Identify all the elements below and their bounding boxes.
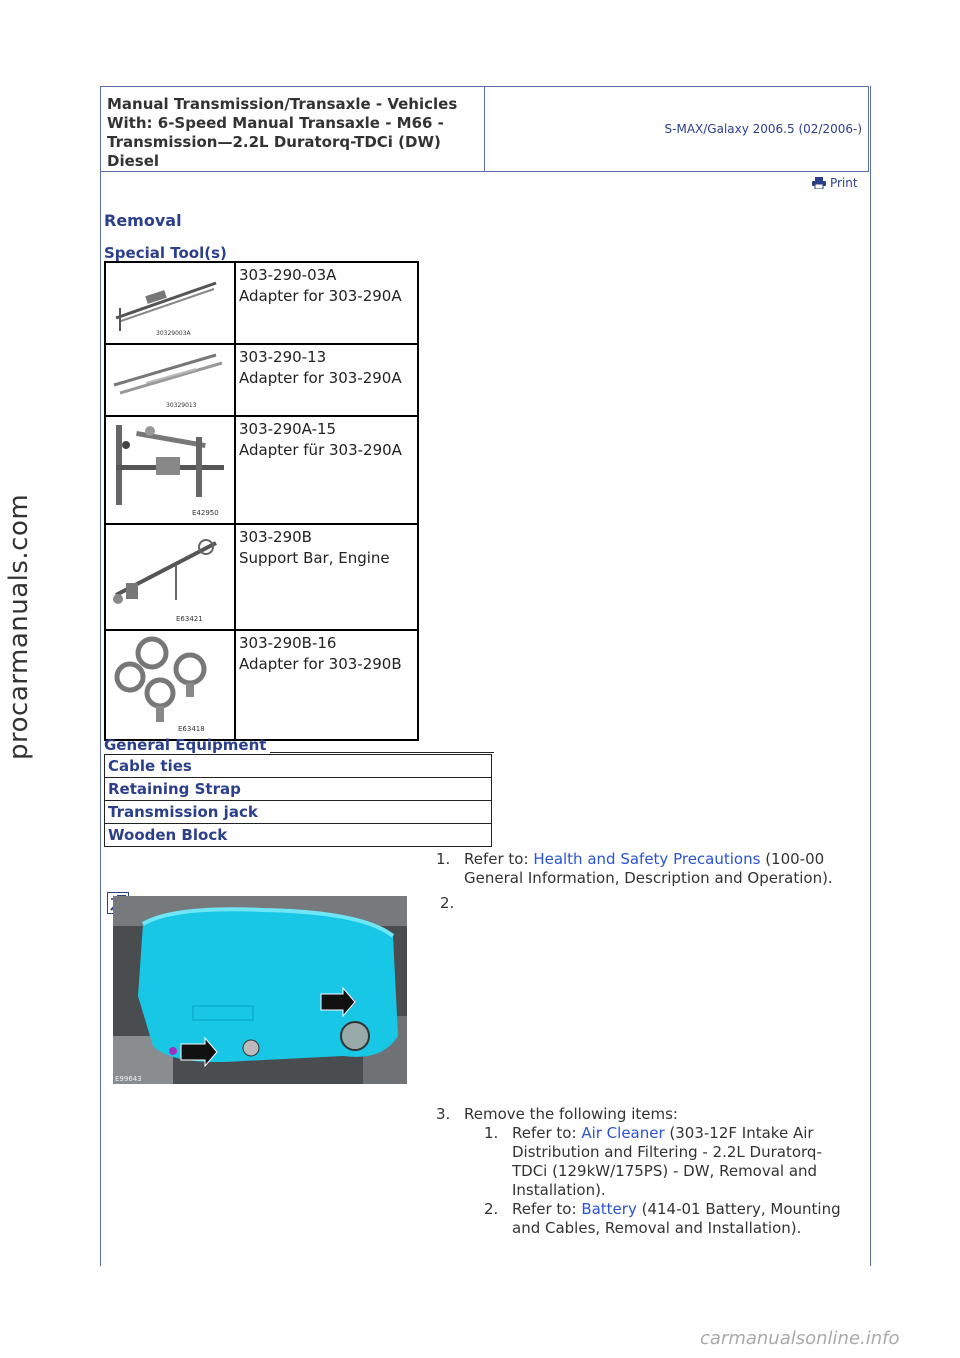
side-watermark: procarmanuals.com [4,493,34,760]
tool-name: Adapter for 303-290A [239,369,402,387]
adapter-bar-illustration [106,263,234,339]
tool-row [105,524,418,630]
table-row [105,778,492,801]
tool-image [105,416,235,524]
adapter-kit-illustration [106,417,234,519]
step-2-number: 2. [440,894,455,912]
tool-row [105,630,418,740]
table-row [105,801,492,824]
substep-2-line2: and Cables, Removal and Installation). [512,1219,802,1237]
health-safety-link[interactable]: Health and Safety Precautions [533,850,761,868]
step-text: Refer to: [512,1124,582,1142]
tool-image-code: E63418 [178,725,205,733]
special-tools-table [104,261,419,741]
step-text: Refer to: [512,1200,582,1218]
tool-name: Adapter für 303-290A [239,441,402,459]
substep-2-number: 2. [484,1200,499,1218]
table-row [105,755,492,778]
tool-image [105,262,235,344]
adapter-rods-illustration [106,345,234,411]
tool-image [105,524,235,630]
print-button[interactable] [812,176,858,190]
engine-support-bar-illustration [106,525,234,625]
divider [270,752,494,753]
tool-row [105,262,418,344]
document-title: Manual Transmission/Transaxle - Vehicles With: 6-Speed Manual Transaxle - M66 - Transmission—2.2L Duratorq-TDCi (DW) Diesel [101,87,485,171]
tool-number: 303-290-13 [239,348,327,366]
special-tools-heading: Special Tool(s) [104,244,227,262]
tool-number: 303-290B [239,528,312,546]
engine-cover-illustration [113,896,407,1084]
tool-row [105,344,418,416]
engine-cover-photo [113,896,407,1084]
step-1-text [464,850,824,869]
removal-heading: Removal [104,211,182,230]
tool-number: 303-290-03A [239,266,337,284]
printer-icon [812,177,826,189]
substep-1-line4: Installation). [512,1181,606,1199]
tool-number: 303-290A-15 [239,420,337,438]
tool-image-code: 30329003A [156,330,191,337]
footer-watermark: carmanualsonline.info [700,1328,900,1349]
photo-image-code: E99643 [115,1075,142,1083]
substep-1-line2: Distribution and Filtering - 2.2L Duratorq- [512,1143,822,1161]
substep-1-number: 1. [484,1124,499,1142]
step-text: (303-12F Intake Air [664,1124,814,1142]
step-text: (414-01 Battery, Mounting [636,1200,841,1218]
step-text: (100-00 [760,850,825,868]
general-equipment-table [104,754,492,847]
step-1-line2: General Information, Description and Operation). [464,869,833,887]
tool-image-code: E42950 [192,509,219,517]
tool-name: Adapter for 303-290B [239,655,402,673]
lifting-eye-illustration [106,631,234,735]
tool-number: 303-290B-16 [239,634,337,652]
step-3-number: 3. [436,1105,451,1123]
tool-image-code: 30329013 [166,402,197,409]
equipment-item: Wooden Block [105,824,492,847]
tool-name: Adapter for 303-290A [239,287,402,305]
document-header [100,86,869,172]
equipment-item: Transmission jack [105,801,492,824]
tool-name: Support Bar, Engine [239,549,390,567]
tool-image [105,344,235,416]
tool-image-code: E63421 [176,615,203,623]
step-1-number: 1. [436,850,451,868]
tool-image [105,630,235,740]
step-3-text: Remove the following items: [464,1105,678,1123]
equipment-item: Cable ties [105,755,492,778]
general-equipment-heading: General Equipment [104,736,267,754]
substep-1-text [512,1124,814,1143]
tool-row [105,416,418,524]
equipment-item: Retaining Strap [105,778,492,801]
table-row [105,824,492,847]
substep-2-text [512,1200,841,1219]
step-text: Refer to: [464,850,534,868]
battery-link[interactable]: Battery [581,1200,637,1218]
substep-1-line3: TDCi (129kW/175PS) - DW, Removal and [512,1162,818,1180]
vehicle-model: S-MAX/Galaxy 2006.5 (02/2006-) [664,122,862,136]
air-cleaner-link[interactable]: Air Cleaner [581,1124,665,1142]
print-label: Print [830,176,858,190]
